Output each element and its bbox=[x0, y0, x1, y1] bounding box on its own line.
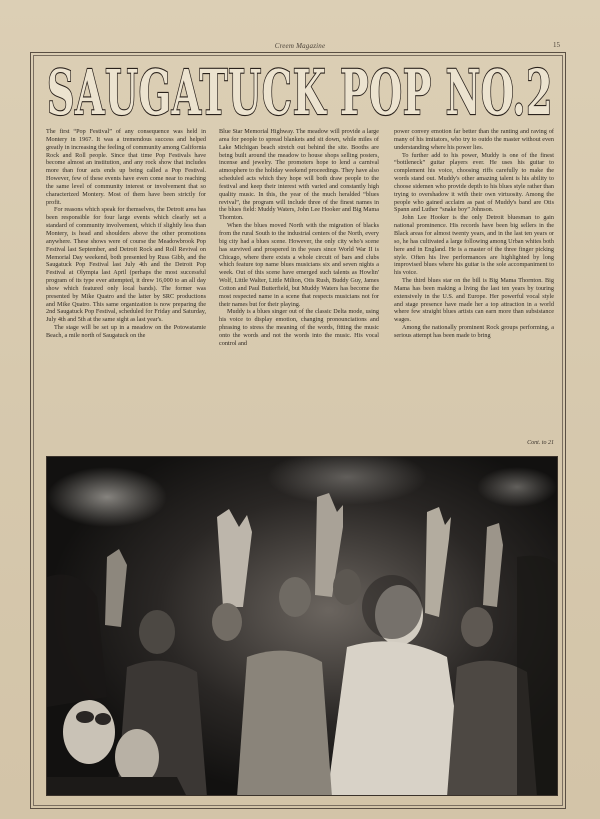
paragraph: To further add to his power, Muddy is one of the finest “bottleneck” guitar players ever. He uses his guitar to complement his voice, choosing riffs carefully to make the words stand out. Muddy's other amazing talent is his ability to choose sidemen who provide depth to his blues style rather than trying to overshadow it with their own virtuosity. Among the people who gained acclaim as past of Muddy's band are Otis Spann and Luther “snake boy” Johnson. bbox=[394, 151, 554, 214]
paragraph: John Lee Hooker is the only Detroit bluesman to gain national prominence. His records have been big sellers in the Black areas for almost twenty years, and in the last ten years or so, he has cultivated a large following among Urban whites both here and in England. He is a master of the three finger picking style. Often his live performances are highlighted by long improvised blues where his guitar is the sole accompaniment to his voice. bbox=[394, 214, 554, 277]
paragraph: Muddy is a blues singer out of the classic Delta mode, using his voice to display emotion, changing pronounciations and phrasing to stress the meaning of the words, fitting the music onto the words and not the words into the music. His vocal control and bbox=[219, 308, 379, 347]
headline: SAUGATUCK POP NO.2 bbox=[47, 56, 553, 126]
headline-banner bbox=[40, 56, 560, 126]
headline-svg bbox=[40, 56, 560, 126]
paragraph: When the blues moved North with the migration of blacks from the rural South to the industrial centers of the North, every big city had a blues scene. However, the only city who's scene has survived and prospered in the years since World War II is Chicago, where there exists a whole circuit of bars and clubs which feature top name blues musicians six and seven nights a week. Out of this scene have emerged such talents as Howlin' Wolf, Little Walter, Little Milton, Otis Rush, Buddy Guy, James Cotton and Paul Butterfield, but Muddy Waters has become the most respected name in a scene that respects musicians not for their names but for their playing. bbox=[219, 222, 379, 308]
continued-note: Cont. to 21 bbox=[527, 440, 554, 446]
paragraph: The first “Pop Festival” of any consequence was held in Montery in 1967. It was a tremendous success and helped greatly in increasing the feeling of community among California Rock and Roll people. Since that time Pop Festivals have become almost an institution, and any rock show that includes more than four acts ends up being called a Pop Festival. However, few of these events have even come near to reaching the same level of community interest or involvement that so characterized Montery. Most of them have been strictly for profit. bbox=[46, 128, 206, 206]
masthead: Creem Magazine bbox=[274, 42, 326, 50]
article-column-3 bbox=[394, 128, 554, 444]
paragraph: power convey emotion far better than the ranting and raving of many of his imitators, who try to outdo the master without even understanding where his power lies. bbox=[394, 128, 554, 151]
paragraph: Among the nationally prominent Rock groups performing, a serious attempt has been made to bring bbox=[394, 324, 554, 339]
paragraph: Blue Star Memorial Highway. The meadow will provide a large area for people to spread blankets and sit down, while miles of Lake Michigan beach stretch out behind the site. Booths are being built around the meadow to house shops selling posters, incense and jewelry. The promoters hope to lend a carnival atmosphere to the holiday weekend proceedings. They have also scheduled acts which they hope will both draw people to the festival and keep their interest with varied and constantly high quality music. In this, the year of the much heralded “blues revival”, the program will include three of the finest names in the blues field: Muddy Waters, John Lee Hooker and Big Mama Thornton. bbox=[219, 128, 379, 222]
paragraph: The third blues star on the bill is Big Mama Thornton. Big Mama has been making a living the last ten years by touring extensively in the U.S. and Europe. Her powerful vocal style and stage presence have made her a top attraction in a world where few straight blues artists can earn more than subsistance wages. bbox=[394, 277, 554, 324]
article-column-2 bbox=[219, 128, 379, 450]
paragraph: The stage will be set up in a meadow on the Potowatamie Beach, a mile north of Saugatuck on the bbox=[46, 324, 206, 339]
crowd-illustration bbox=[47, 457, 558, 796]
page-number: 15 bbox=[553, 41, 560, 49]
article-column-1 bbox=[46, 128, 206, 450]
paragraph: For reasons which speak for themselves, the Detroit area has been responsible for four large events which clearly set a standard of community involvement, which if slightly less than Montery, is head and shoulders above the other promotions anywhere. These shows were of course the Meadowbrook Pop Festival last September, and Detroit Rock and Roll Revival on Memorial Day weekend, both presented by Russ Gibb, and the Saugatuck Pop Festival last July 4th and the Detroit Pop Festival at Olympia last April (perhaps the most successful program of its type ever attempted, it drew 16,000 to an all day show which featured only local bands). The former was presented by Mike Quatro and the latter by SRC productions and Mike Quatro. This same organization is now preparing the 2nd Saugatuck Pop Festival, scheduled for Friday and Saturday, July 4th and 5th at the same sight as last year's. bbox=[46, 206, 206, 324]
crowd-photo bbox=[46, 456, 558, 796]
